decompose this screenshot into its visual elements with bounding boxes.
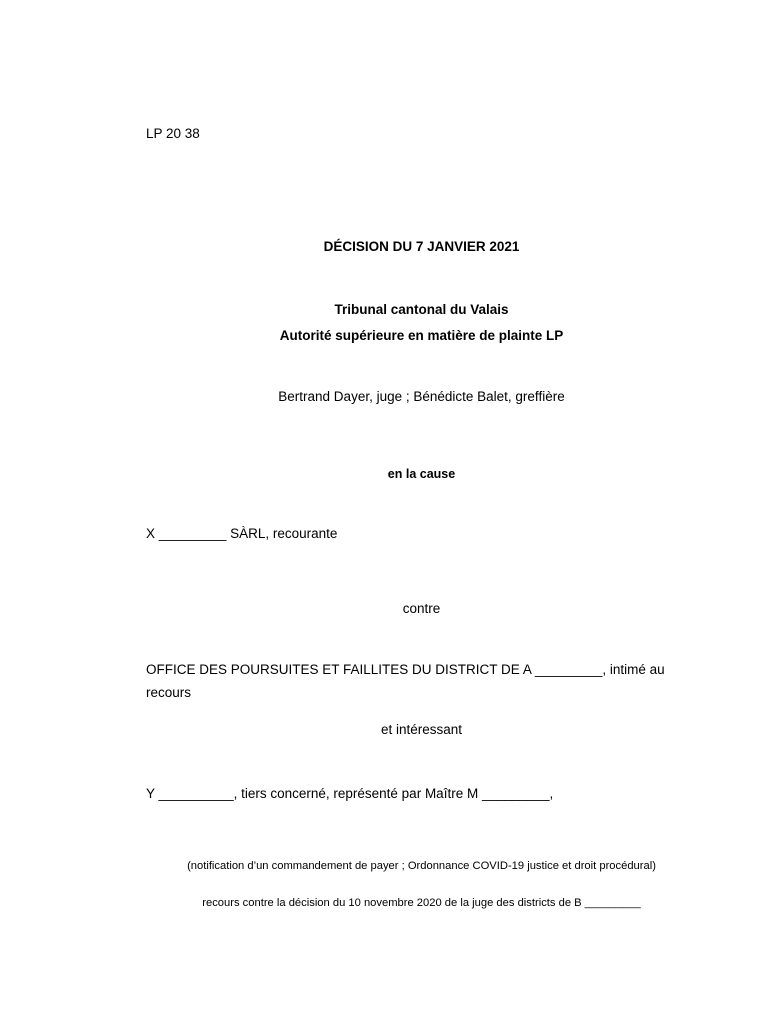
appeal-line: recours contre la décision du 10 novembre 2020 de la juge des districts de B _________ [202,897,641,909]
interested-label: et intéressant [380,722,463,737]
decision-title: DÉCISION DU 7 JANVIER 2021 [323,239,520,254]
respondent-line-1: OFFICE DES POURSUITES ET FAILLITES DU DISTRICT DE A _________, intimé au [146,662,665,677]
authority-name: Autorité supérieure en matière de plainte LP [279,328,564,343]
in-the-case-label: en la cause [387,467,456,481]
case-reference: LP 20 38 [146,126,200,141]
court-name: Tribunal cantonal du Valais [334,302,509,317]
judges-line: Bertrand Dayer, juge ; Bénédicte Balet, greffière [278,389,565,404]
appellant-line: X _________ SÀRL, recourante [146,526,338,541]
subject-line: (notification d’un commandement de payer ; Ordonnance COVID-19 justice et droit procédural) [187,860,656,872]
third-party-line: Y __________, tiers concerné, représenté par Maître M _________, [146,786,554,801]
against-label: contre [402,601,441,616]
respondent-line-2: recours [146,685,192,700]
